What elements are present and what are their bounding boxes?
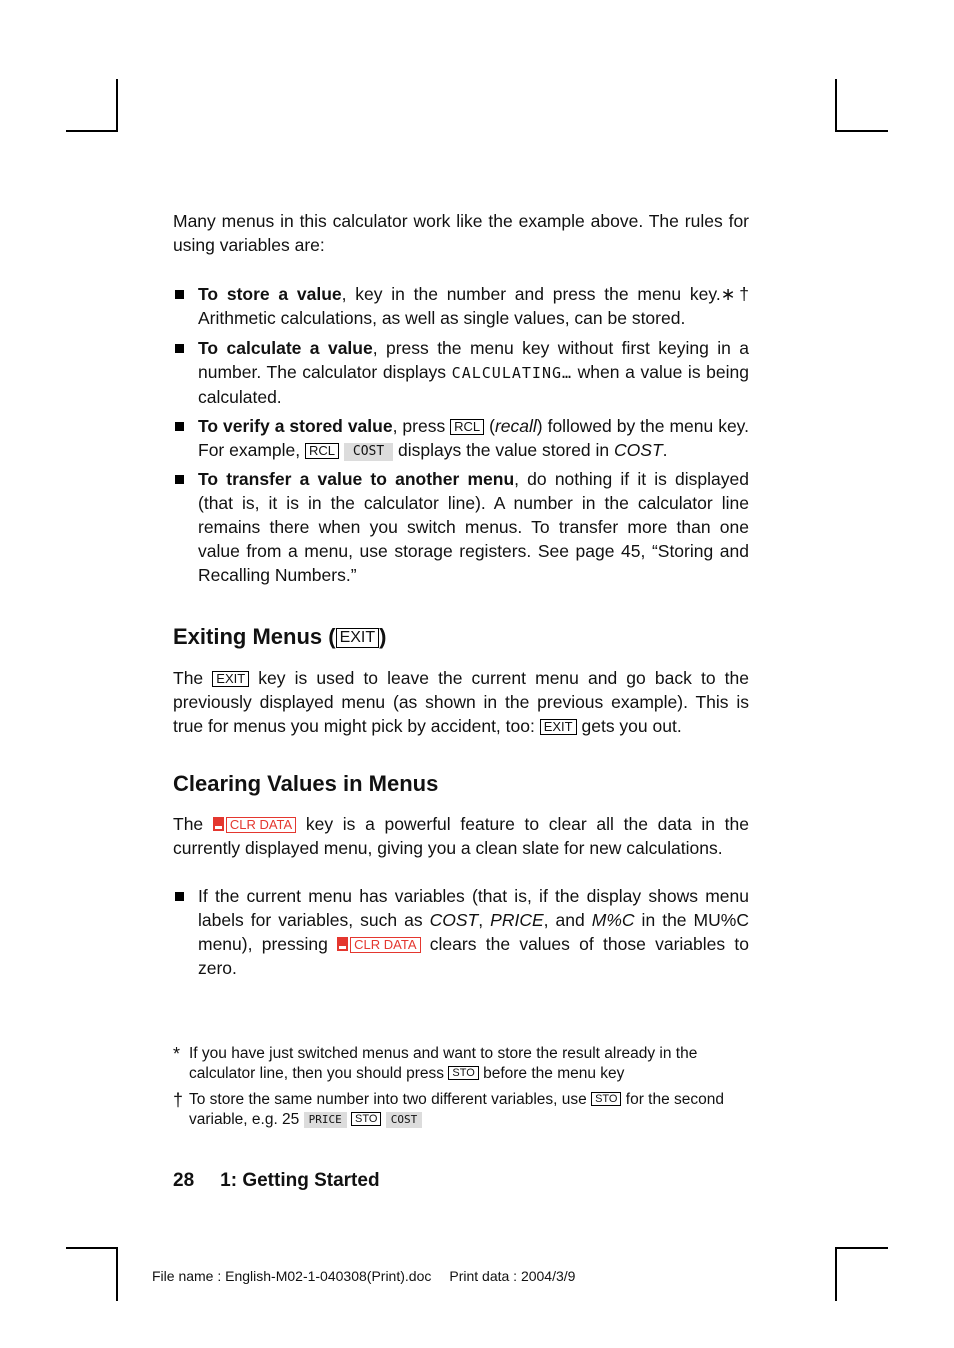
bullet-icon [175, 344, 184, 353]
clearing-text-1: The [173, 814, 213, 834]
rule-calculate [173, 336, 749, 409]
footnote-1-text: If you have just switched menus and want to store the result already in the calculator line, then you should press [189, 1045, 698, 1082]
exiting-menus-heading [173, 624, 386, 650]
exiting-heading-close: ) [379, 624, 387, 649]
file-info [152, 1268, 575, 1284]
rule-calculate-text-2: when a value is being calculated. [198, 362, 750, 407]
calculating-display: CALCULATING… [451, 364, 573, 382]
crop-mark-top-left-h [66, 130, 118, 132]
var-price: PRICE [490, 910, 544, 930]
rule-verify-text-4: displays the value stored in [393, 440, 615, 460]
rule-store-text: , key in the number and press the menu key.∗† Arithmetic calculations, as well as single values, can be stored. [198, 284, 749, 328]
rule-calculate-title: To calculate a value [198, 338, 373, 358]
rule-transfer [173, 467, 749, 587]
cost-softkey: COST [344, 443, 393, 461]
rule-store [173, 282, 749, 330]
section-title: 1: Getting Started [220, 1170, 380, 1191]
crop-mark-top-left-v [116, 79, 118, 132]
clearing-bullet [173, 884, 749, 980]
sto-key: STO [591, 1092, 621, 1106]
crop-mark-bottom-left-v [116, 1247, 118, 1301]
exit-key: EXIT [336, 628, 380, 648]
price-softkey: PRICE [304, 1112, 347, 1128]
rule-transfer-text: , do nothing if it is displayed (that is, it is in the calculator line). A number in the calculator line remains there when you switch menus. To transfer more than one value from a menu, use storage registers. See page 45, “Storing and Recalling Numbers.” [198, 469, 749, 585]
rule-transfer-title: To transfer a value to another menu [198, 469, 515, 489]
print-date: Print data : 2004/3/9 [449, 1268, 576, 1284]
clearing-bullet-text-2: , [478, 910, 491, 930]
footnote-2-text: To store the same number into two different variables, use [189, 1091, 592, 1108]
rule-verify-text-5: . [662, 440, 668, 460]
intro-paragraph: Many menus in this calculator work like the example above. The rules for using variables are: [173, 211, 749, 255]
footnote-1-text-2: before the menu key [478, 1065, 625, 1082]
clearing-paragraph [173, 812, 749, 860]
sto-key: STO [448, 1066, 478, 1080]
crop-mark-bottom-left-h [66, 1247, 118, 1249]
rcl-key: RCL [450, 419, 484, 435]
rcl-key: RCL [305, 443, 339, 459]
rule-verify-cost: COST [614, 440, 663, 460]
rule-verify [173, 414, 749, 462]
clearing-bullet-text-1: If the current menu has variables (that is, if the display shows menu labels for variables, such as [198, 886, 749, 930]
shift-key-icon [213, 817, 224, 831]
crop-mark-bottom-right-h [835, 1247, 888, 1249]
bullet-icon [175, 892, 184, 901]
page-number: 28 [173, 1170, 195, 1191]
footnote-1 [173, 1044, 749, 1084]
exiting-heading-text: Exiting Menus ( [173, 624, 336, 649]
clearing-text-2: key is a powerful feature to clear all the data in the currently displayed menu, giving you a clean slate for new calculations. [173, 814, 749, 858]
footnote-2 [173, 1090, 749, 1130]
crop-mark-top-right-v [835, 79, 837, 132]
clearing-values-heading: Clearing Values in Menus [173, 771, 439, 796]
rule-verify-recall: recall [494, 416, 537, 436]
exiting-text-3: gets you out. [576, 716, 682, 736]
footnote-2-text-2: for the second variable, e.g. 25 [189, 1091, 725, 1128]
clr-data-key: CLR DATA [226, 817, 296, 833]
rule-store-title: To store a value [198, 284, 342, 304]
var-mc: M%C [591, 910, 635, 930]
crop-mark-top-right-h [835, 130, 888, 132]
rule-verify-text-3: ) followed by the menu key. For example, [198, 416, 749, 460]
rule-verify-title: To verify a stored value [198, 416, 393, 436]
exit-key: EXIT [540, 719, 577, 735]
crop-mark-bottom-right-v [835, 1247, 837, 1301]
file-name: File name : English-M02-1-040308(Print).doc [152, 1268, 432, 1284]
footnote-2-mark: † [173, 1090, 184, 1110]
bullet-icon [175, 422, 184, 431]
rule-verify-text: , press [392, 416, 451, 436]
clr-data-key: CLR DATA [350, 937, 420, 953]
exiting-text-2: key is used to leave the current menu and go back to the previously displayed menu (as shown in the previous example). This is true for menus you might pick by accident, too: [173, 668, 749, 736]
rule-calculate-text: , press the menu key without first keying in a number. The calculator displays [198, 338, 750, 382]
var-cost: COST [429, 910, 479, 930]
exiting-text-1: The [173, 668, 213, 688]
sto-key: STO [351, 1112, 381, 1126]
shift-key-icon [337, 937, 348, 951]
clearing-bullet-text-4: in the MU%C menu), pressing [198, 910, 749, 954]
exiting-paragraph [173, 666, 749, 738]
clearing-bullet-text-5: clears the values of those variables to zero. [198, 934, 749, 978]
exit-key: EXIT [212, 671, 249, 687]
rule-verify-text-2: ( [484, 416, 495, 436]
clearing-bullet-text-3: , and [543, 910, 592, 930]
bullet-icon [175, 475, 184, 484]
footnote-1-mark: * [173, 1044, 181, 1064]
cost-softkey: COST [386, 1112, 423, 1128]
page-footer [173, 1170, 380, 1192]
bullet-icon [175, 290, 184, 299]
